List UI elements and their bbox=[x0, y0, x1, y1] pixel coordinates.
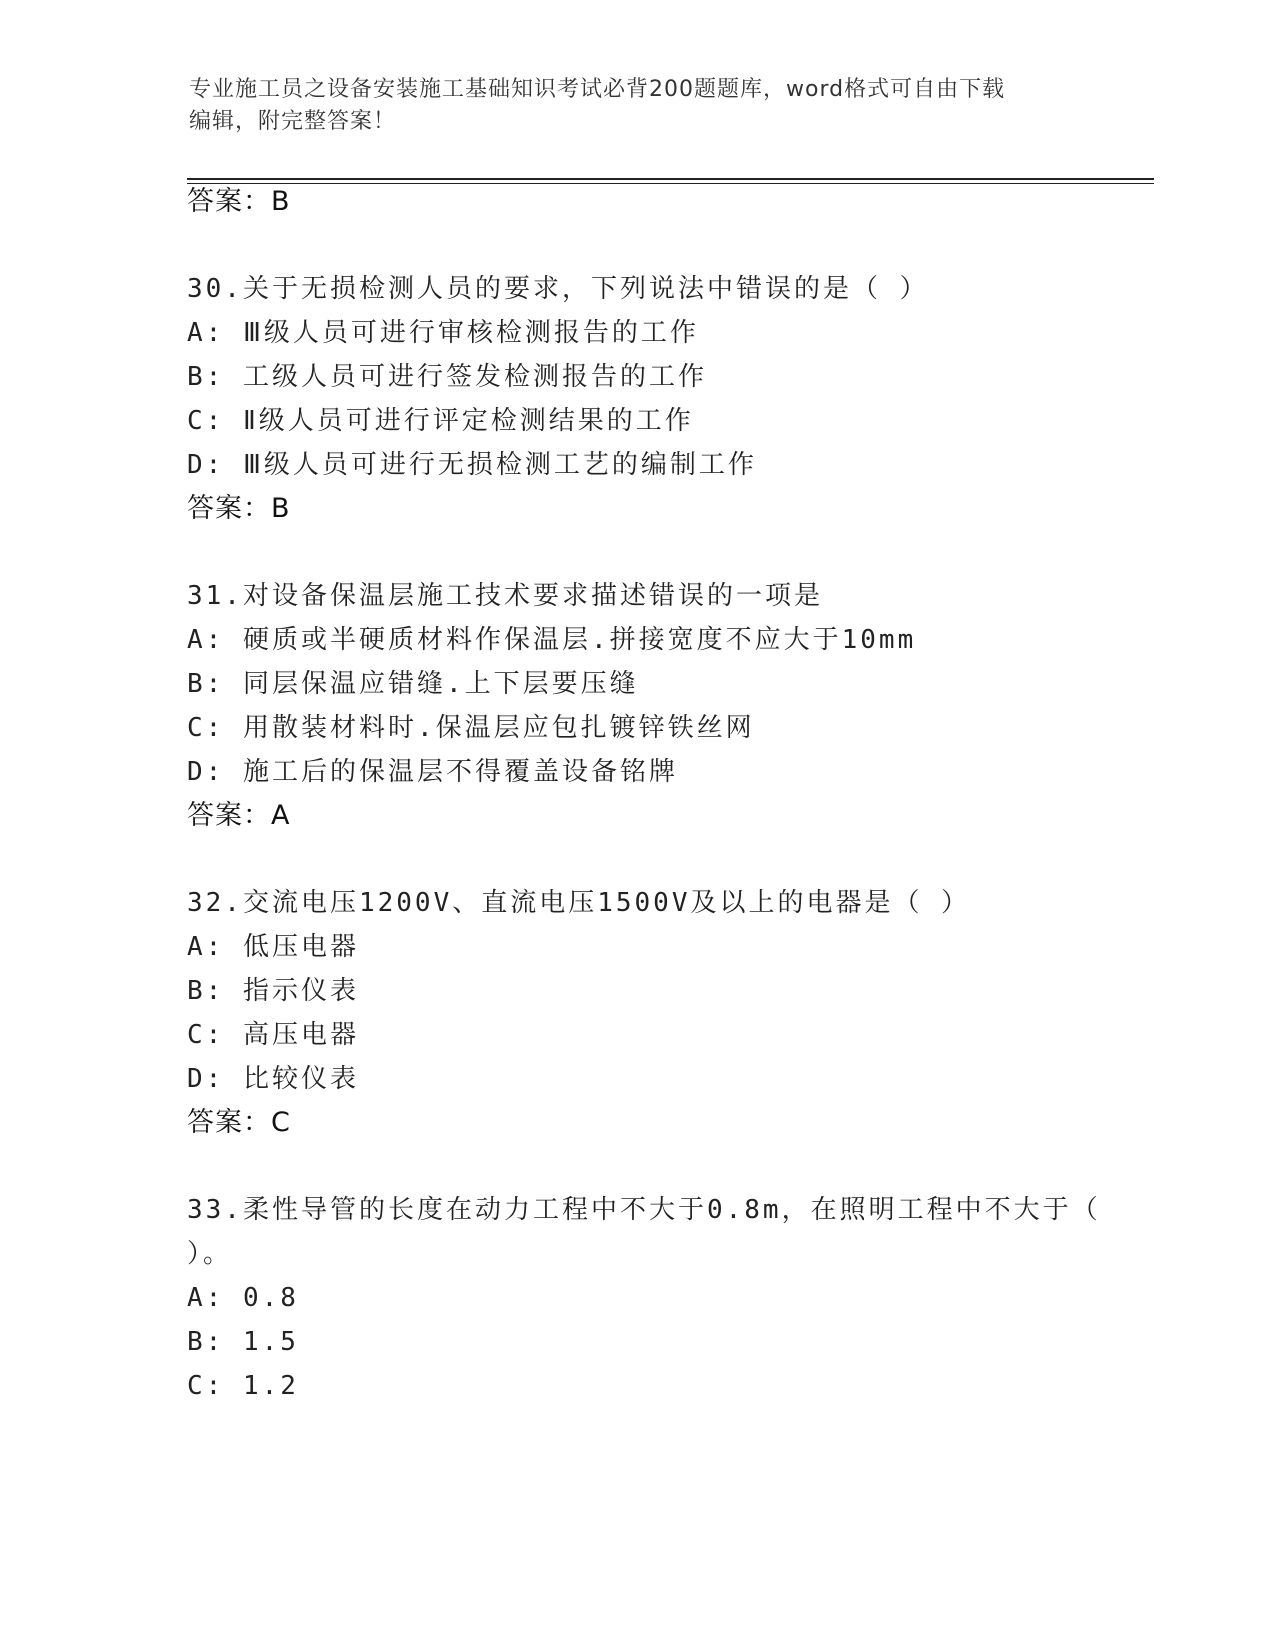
question-31-option-a: A: 硬质或半硬质材料作保温层.拼接宽度不应大于10mm bbox=[187, 625, 917, 655]
question-30-option-b: B: 工级人员可进行签发检测报告的工作 bbox=[187, 362, 707, 392]
question-33-option-c: C: 1.2 bbox=[187, 1371, 299, 1401]
header-line-2: 编辑，附完整答案！ bbox=[189, 109, 397, 134]
question-31-answer: 答案：A bbox=[187, 800, 291, 831]
question-31-stem: 31.对设备保温层施工技术要求描述错误的一项是 bbox=[187, 581, 823, 611]
question-33-stem-line-1: 33.柔性导管的长度在动力工程中不大于0.8m，在照明工程中不大于（ bbox=[187, 1195, 1101, 1225]
question-31-option-c: C: 用散装材料时.保温层应包扎镀锌铁丝网 bbox=[187, 713, 755, 743]
header-divider-thin bbox=[187, 183, 1154, 184]
question-32-option-a: A: 低压电器 bbox=[187, 932, 359, 962]
question-33-option-b: B: 1.5 bbox=[187, 1327, 299, 1357]
header-line-1: 专业施工员之设备安装施工基础知识考试必背200题题库，word格式可自由下载 bbox=[189, 77, 1006, 102]
question-30-answer: 答案：B bbox=[187, 493, 291, 524]
question-32-answer: 答案：C bbox=[187, 1107, 291, 1138]
question-32-stem: 32.交流电压1200V、直流电压1500V及以上的电器是（ ） bbox=[187, 888, 971, 918]
question-31-option-d: D: 施工后的保温层不得覆盖设备铭牌 bbox=[187, 757, 678, 787]
question-32-option-d: D: 比较仪表 bbox=[187, 1064, 359, 1094]
question-32-option-c: C: 高压电器 bbox=[187, 1020, 359, 1050]
header-divider-thick bbox=[187, 178, 1154, 180]
question-31-option-b: B: 同层保温应错缝.上下层要压缝 bbox=[187, 669, 639, 699]
question-30-option-a: A: Ⅲ级人员可进行审核检测报告的工作 bbox=[187, 318, 699, 348]
question-33-option-a: A: 0.8 bbox=[187, 1283, 299, 1313]
question-30-option-c: C: Ⅱ级人员可进行评定检测结果的工作 bbox=[187, 406, 694, 436]
document-header bbox=[189, 74, 1079, 138]
previous-answer: 答案：B bbox=[187, 186, 291, 217]
question-33-stem-line-2: ）。 bbox=[187, 1239, 233, 1269]
question-32-option-b: B: 指示仪表 bbox=[187, 976, 359, 1006]
question-30-option-d: D: Ⅲ级人员可进行无损检测工艺的编制工作 bbox=[187, 450, 757, 480]
question-30-stem: 30.关于无损检测人员的要求，下列说法中错误的是（ ） bbox=[187, 274, 929, 304]
